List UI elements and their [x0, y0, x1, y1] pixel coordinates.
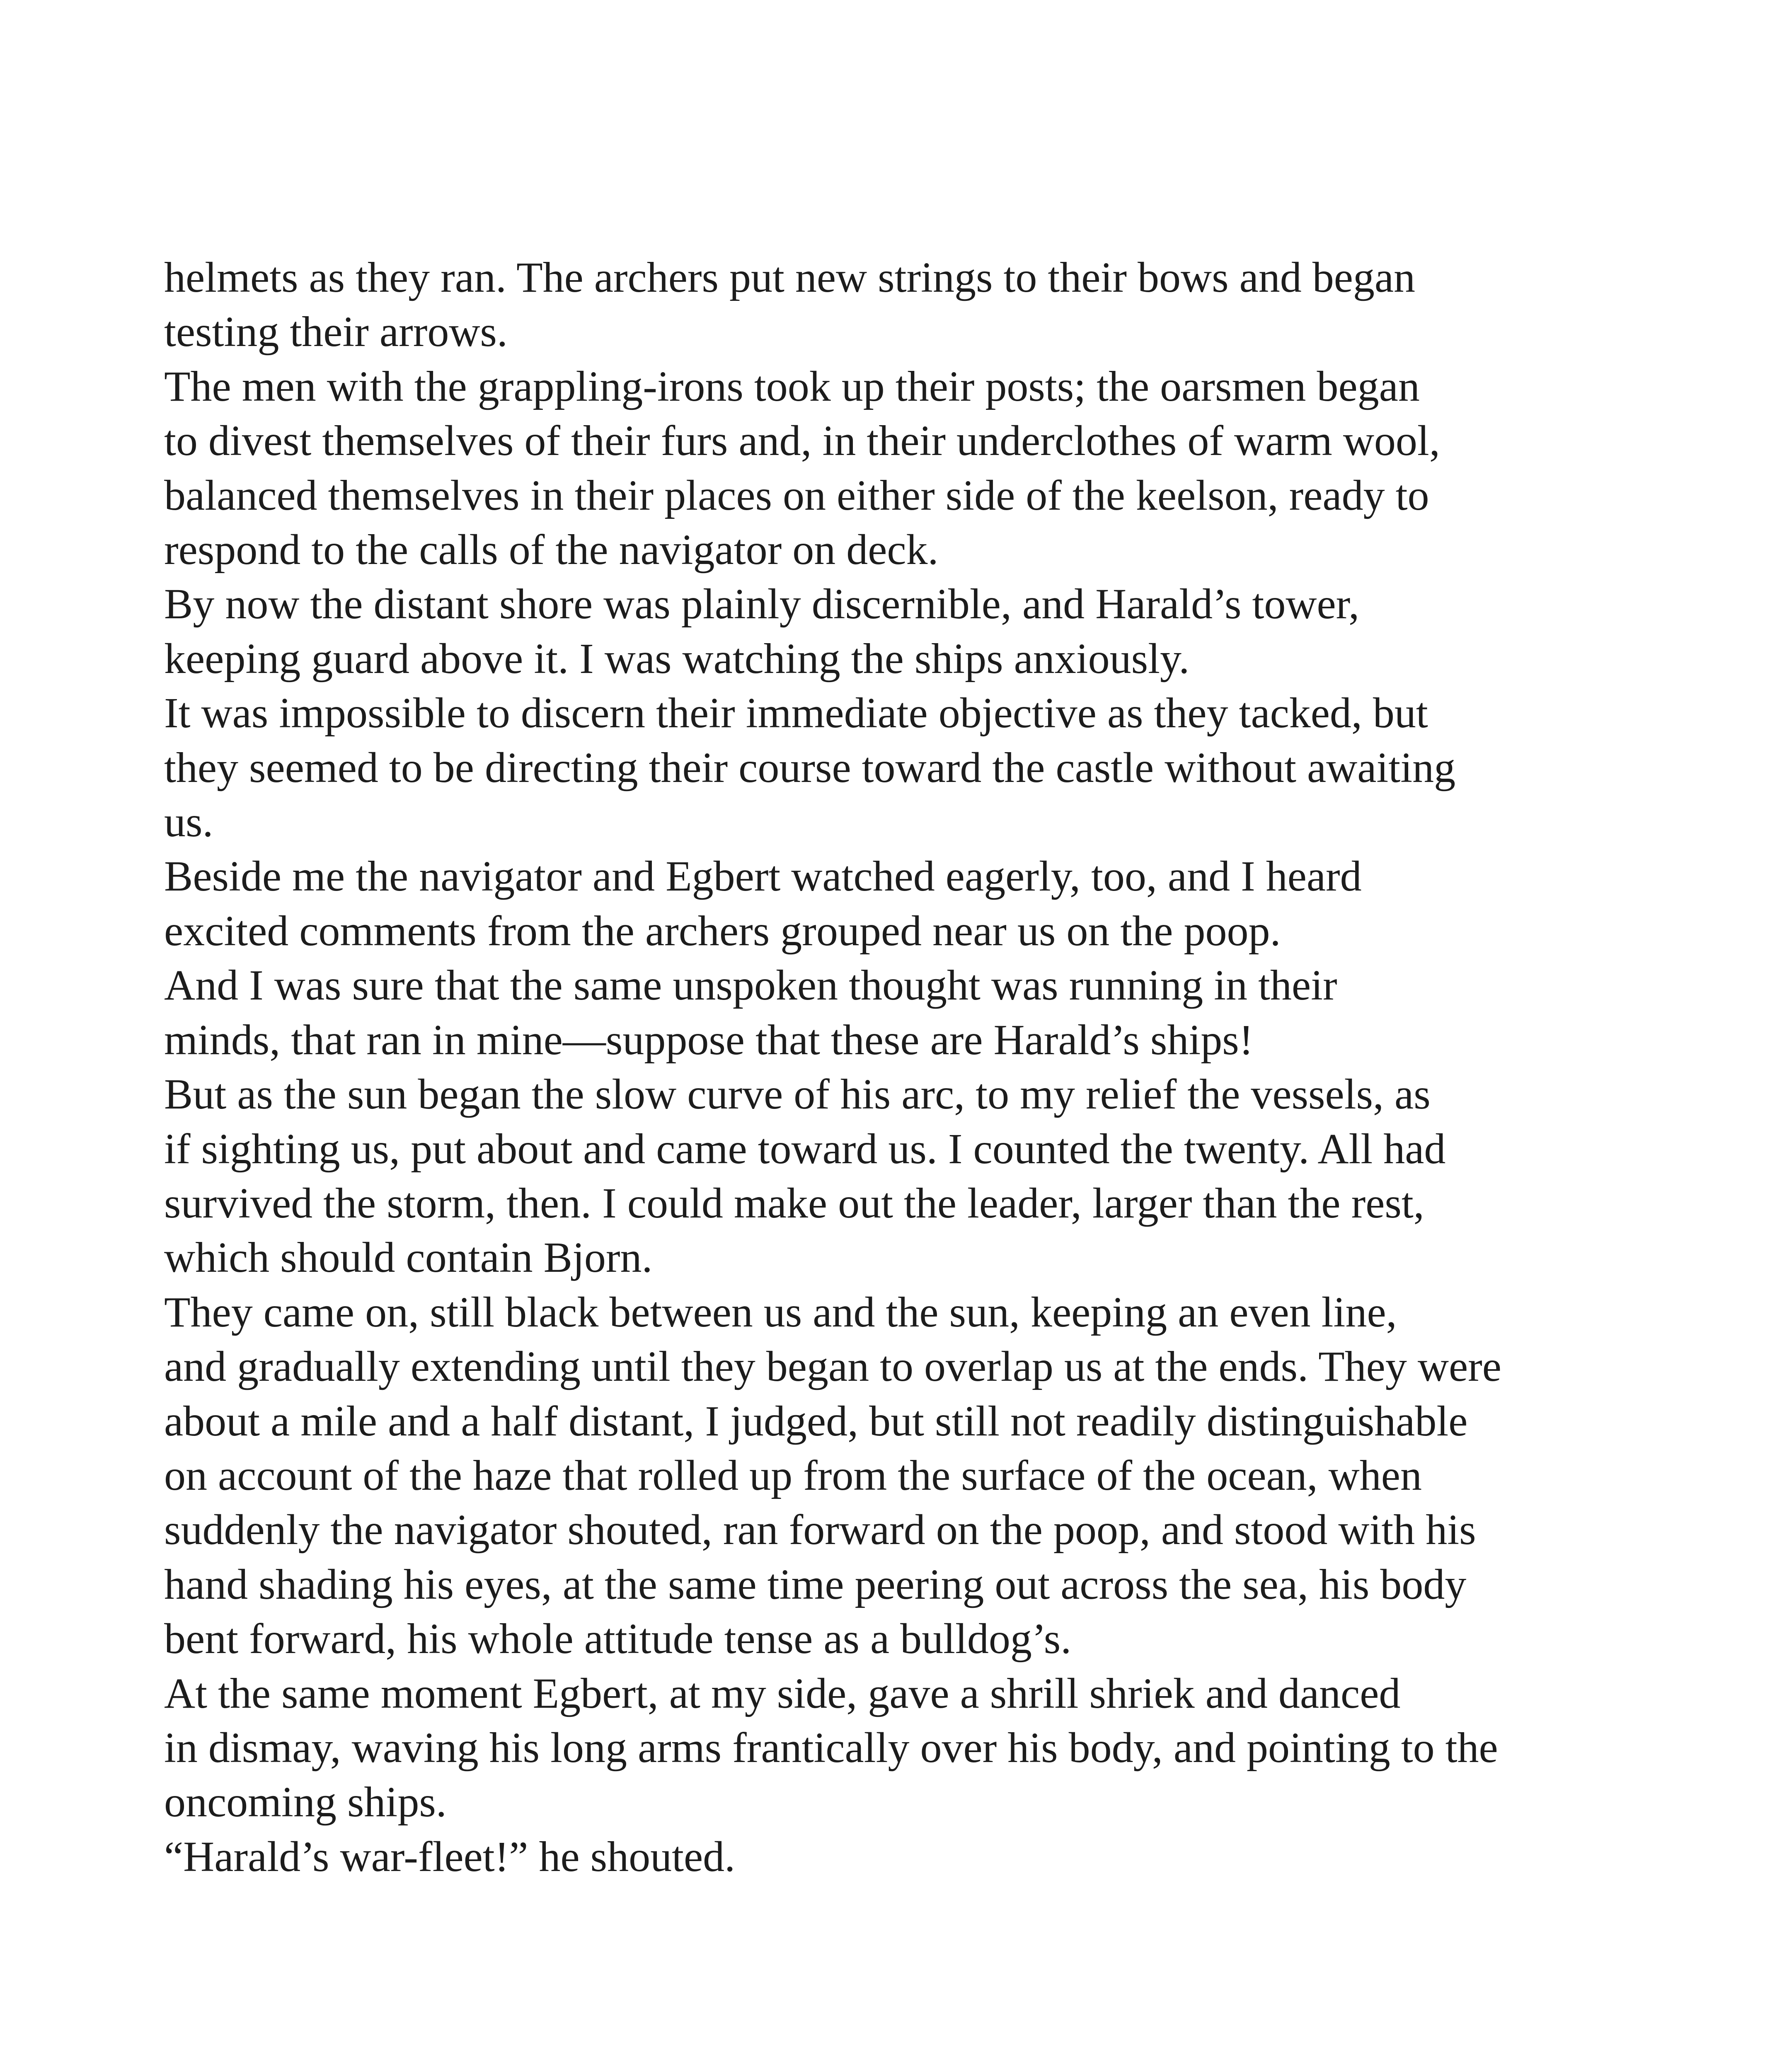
paragraph: Beside me the navigator and Egbert watched eagerly, too, and I heard excited comments from the archers grouped near us on the poop.	[164, 852, 1362, 955]
paragraph: helmets as they ran. The archers put new strings to their bows and began testing their arrows.	[164, 254, 1416, 356]
paragraph: It was impossible to discern their immediate objective as they tacked, but they seemed to be directing their course toward the castle without awaiting us.	[164, 689, 1456, 846]
page-body-text	[164, 250, 1639, 1884]
paragraph: The men with the grappling-irons took up their posts; the oarsmen began to divest themselves of their furs and, in their underclothes of warm wool, balanced themselves in their places on either side of the keelson, ready to respond to the calls of the navigator on deck.	[164, 362, 1440, 574]
paragraph: They came on, still black between us and the sun, keeping an even line, and gradually extending until they began to overlap us at the ends. They were about a mile and a half distant, I judged, but still not readily distinguishable on account of the haze that rolled up from the surface of the ocean, when suddenly the navigator shouted, ran forward on the poop, and stood with his hand shading his eyes, at the same time peering out across the sea, his body bent forward, his whole attitude tense as a bulldog’s.	[164, 1288, 1501, 1663]
paragraph: By now the distant shore was plainly discernible, and Harald’s tower, keeping guard above it. I was watching the ships anxiously.	[164, 580, 1360, 683]
paragraph: “Harald’s war-fleet!” he shouted.	[164, 1832, 736, 1881]
paragraph: And I was sure that the same unspoken thought was running in their minds, that ran in mine—suppose that these are Harald’s ships!	[164, 961, 1337, 1064]
paragraph: But as the sun began the slow curve of his arc, to my relief the vessels, as if sighting us, put about and came toward us. I counted the twenty. All had survived the storm, then. I could make out the leader, larger than the rest, which should contain Bjorn.	[164, 1070, 1446, 1282]
paragraph: At the same moment Egbert, at my side, gave a shrill shriek and danced in dismay, waving his long arms frantically over his body, and pointing to the oncoming ships.	[164, 1669, 1498, 1826]
